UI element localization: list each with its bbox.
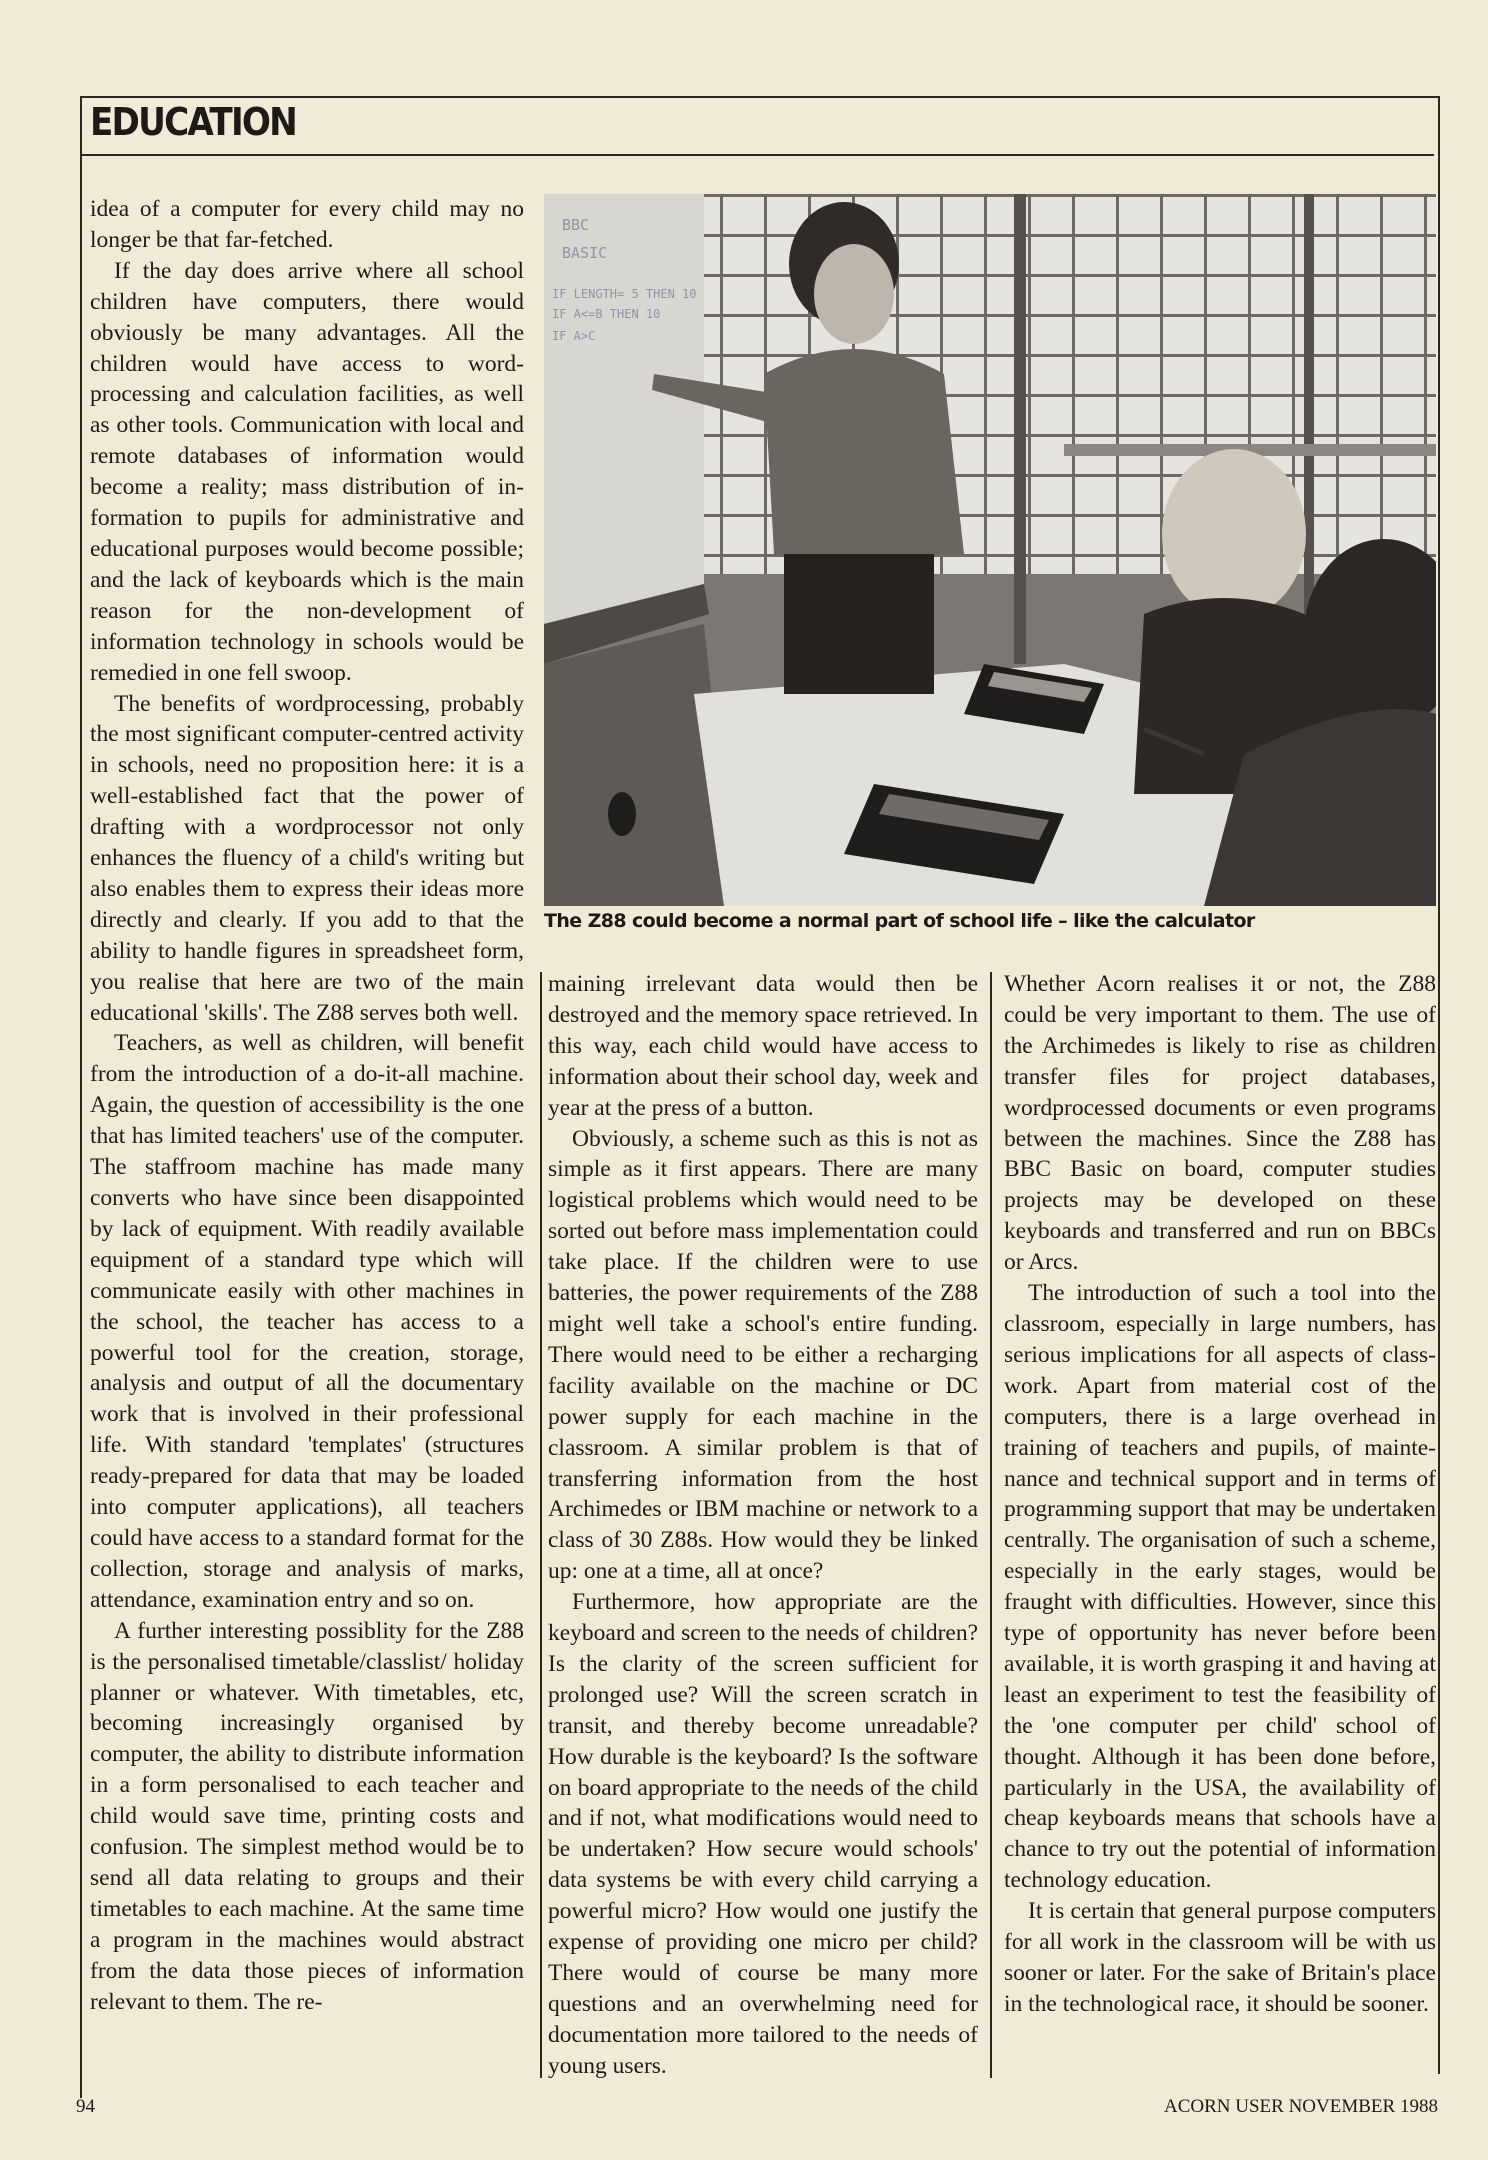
teacher-blouse [764,349,964,554]
text-column-3 [1004,969,1436,2020]
column-rule [540,972,542,2078]
column-rule [990,972,992,2078]
page-number: 94 [76,2096,95,2117]
teacher-face [814,244,894,344]
teacher-skirt [784,554,934,694]
classroom-photo [544,194,1436,906]
publication-line: ACORN USER NOVEMBER 1988 [1164,2096,1438,2117]
paragraph: If the day does arrive where all school children have computers, there would obviously be many advantages. All the children would have access to wordprocessing and calculation facilities, as well as other tools. Communication with local and remote databases of information would become a reality; mass distribution of information to pupils for administrative and educational purposes would become possible; and the lack of keyboards which is the main reason for the non-development of information technology in schools would be remedied in one fell swoop. [90,257,524,686]
paragraph: The benefits of wordprocessing, probably the most significant computer-centred activity in schools, need no proposition here: it is a well-established fact that the power of drafting with a wordprocessor not only enhances the fluency of a child's writing but also enables them to express their ideas more directly and clearly. If you add to that the ability to handle figures in spreadsheet form, you realise that here are two of the main educational 'skills'. The Z88 serves both well. [90,690,524,1026]
frame-right-rule [1438,96,1440,2074]
board-text: IF A>C [552,329,596,343]
board-text: BBC [562,216,590,234]
board-text: IF A<=B THEN 10 [552,307,661,321]
paragraph: A further interesting possiblity for the Z88 is the personalised timetable/classlist/ holiday planner or whatever. With timetables, etc, becoming increasingly organised by computer, the ability to distribute information in a form personalised to each teacher and child would save time, printing costs and confusion. The simplest method would be to send all data relating to groups and their timetables to each machine. At the same time a program in the machines would abstract from the data those pieces of information relevant to them. The re- [90,1617,524,2015]
paragraph: The introduction of such a tool into the classroom, especially in large numbers, has serious implications for all aspects of classwork. Apart from material cost of the computers, there is a large overhead in training of teachers and pupils, of maintenance and technical support and in terms of programming support that may be undertaken centrally. The organisation of such a scheme, especially in the early stages, would be fraught with difficulties. However, since this type of opportunity has never before been available, it is worth grasping it and having at least an experiment to test the feasibility of the 'one computer per child' school of thought. Although it has been done before, particularly in the USA, the availability of cheap keyboards means that schools have a chance to try out the potential of information technology education. [1004,1280,1436,1894]
frame-top-rule [80,96,1438,98]
text-column-2 [548,969,978,2082]
paragraph: idea of a computer for every child may no longer be that far-fetched. [90,196,524,253]
photo-caption: The Z88 could become a normal part of school life – like the calculator [544,910,1255,932]
girl-hair [1162,449,1306,619]
board-text: IF LENGTH= 5 THEN 10 [552,287,697,301]
paragraph: Furthermore, how appropriate are the keyboard and screen to the needs of children? Is the clarity of the screen sufficient for prolonged use? Will the screen scratch in transit, and thereby become unreadable? How durable is the keyboard? Is the software on board appropriate to the needs of the child and if not, what modifications would need to be undertaken? How secure would schools' data systems be with every child carrying a powerful micro? How would one justify the expense of providing one micro per child? There would of course be many more questions and an overwhelming need for documentation more tailored to the needs of young users. [548,1589,978,2079]
header-rule [82,154,1434,156]
text-column-1 [90,194,524,2017]
frame-left-rule [80,96,82,2098]
paragraph: Whether Acorn realises it or not, the Z88 could be very important to them. The use of the Archimedes is likely to rise as children transfer files for project databases, wordprocessed documents or even programs between the machines. Since the Z88 has BBC Basic on board, computer studies projects may be developed on these keyboards and transferred and run on BBCs or Arcs. [1004,971,1436,1276]
board-text: BASIC [562,244,608,262]
paragraph: Obviously, a scheme such as this is not as simple as it first appears. There are many logistical problems which would need to be sorted out before mass implementation could take place. If the children were to use batteries, the power requirements of the Z88 might well take a school's entire funding. There would need to be either a recharging facility available on the machine or DC power supply for each machine in the classroom. A similar problem is that of transferring information from the host Archimedes or IBM machine or network to a class of 30 Z88s. How would they be linked up: one at a time, all at once? [548,1125,978,1585]
paragraph: Teachers, as well as children, will benefit from the introduction of a do-it-all machine. Again, the question of accessibility is the one that has limited teachers' use of the computer. The staffroom machine has made many converts who have since been disappointed by lack of equipment. With readily available equipment of a standard type which will communicate easily with other machines in the school, the teacher has access to a powerful tool for the creation, storage, analysis and output of all the documentary work that is involved in their professional life. With standard 'templates' (structures ready-prepared for data that may be loaded into computer applications), all teachers could have access to a standard format for the collection, storage and analysis of marks, attendance, examination entry and so on. [90,1030,524,1613]
paragraph: It is certain that general purpose computers for all work in the classroom will be with us sooner or later. For the sake of Britain's place in the technological race, it should be sooner. [1004,1898,1436,2017]
paragraph: maining irrelevant data would then be destroyed and the memory space retrieved. In this way, each child would have access to information about their school day, week and year at the press of a button. [548,971,978,1121]
section-title: EDUCATION [90,100,296,144]
